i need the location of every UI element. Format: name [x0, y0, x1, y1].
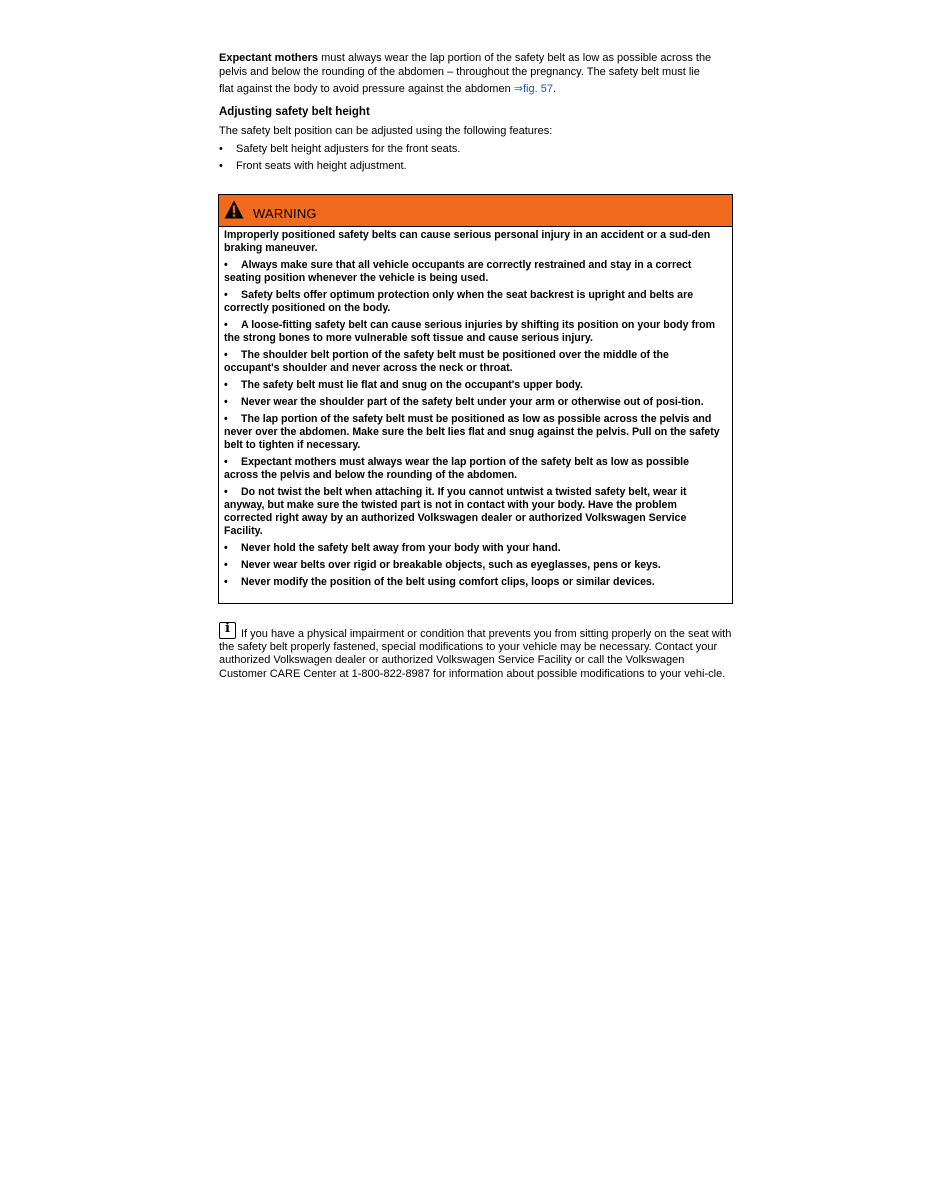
- warning-item-text: The safety belt must lie flat and snug on the occupant's upper body.: [241, 379, 583, 391]
- intro-paragraph: [219, 51, 735, 96]
- warning-item: [224, 486, 726, 538]
- intro-text-end: .: [552, 83, 556, 95]
- warning-item-text: Never hold the safety belt away from your body with your hand.: [241, 542, 561, 554]
- warning-item: [224, 379, 726, 392]
- warning-item-text: Never wear belts over rigid or breakable objects, such as eyeglasses, pens or keys.: [241, 559, 661, 571]
- bullet-icon: •: [224, 379, 228, 391]
- warning-item: [224, 289, 726, 315]
- note-text: If you have a physical impairment or condition that prevents you from sitting properly on the seat with the safety belt properly fastened, special modifications to your vehicle may be necessary. Contact your authorized Volkswagen dealer or authorized Volkswagen Service Facility or call the Volkswagen Customer CARE Center at 1-800-822-8987 for information about possible modifications to your vehi-cle.: [219, 628, 732, 680]
- section-heading: Adjusting safety belt height: [219, 106, 370, 118]
- info-icon: [219, 622, 236, 639]
- warning-item: [224, 456, 726, 482]
- warning-item: [224, 542, 726, 555]
- bullet-icon: •: [224, 396, 228, 408]
- warning-title: WARNING: [253, 206, 317, 221]
- warning-box: [218, 194, 733, 604]
- warning-item: [224, 319, 726, 345]
- bullet-icon: •: [224, 456, 228, 468]
- figure-link[interactable]: [514, 83, 553, 95]
- warning-item-text: Expectant mothers must always wear the lap portion of the safety belt as low as possible across the pelvis and below the rounding of the abdomen.: [224, 456, 689, 481]
- warning-item: [224, 349, 726, 375]
- warning-item-text: A loose-fitting safety belt can cause serious injuries by shifting its position on your body from the strong bones to more vulnerable soft tissue and cause serious injury.: [224, 319, 716, 344]
- warning-item-text: The shoulder belt portion of the safety belt must be positioned over the middle of the occupant's shoulder and never across the neck or throat.: [224, 349, 669, 374]
- bullet-icon: •: [224, 542, 228, 554]
- warning-triangle-icon: [224, 200, 244, 219]
- warning-item-text: Do not twist the belt when attaching it. If you cannot untwist a twisted safety belt, wear it anyway, but make sure the twisted part is not in contact with your body. Have the problem corrected right away by an authorized Volkswagen dealer or authorized Volkswagen Service Facility.: [224, 486, 687, 537]
- warning-body: [219, 227, 732, 589]
- warning-lead: Improperly positioned safety belts can cause serious personal injury in an accident or a sud-den braking maneuver.: [224, 229, 711, 254]
- warning-item-text: Always make sure that all vehicle occupants are correctly restrained and stay in a correct seating position whenever the vehicle is being used.: [224, 259, 692, 284]
- bullet-icon: •: [224, 576, 228, 588]
- main-content: [219, 51, 735, 176]
- warning-item: [224, 559, 726, 572]
- intro-line-3: [219, 82, 735, 96]
- link-arrow: ⇒: [513, 83, 523, 95]
- list-item-text: Safety belt height adjusters for the front seats.: [236, 143, 461, 155]
- info-icon-glyph: i: [225, 621, 230, 636]
- list-item-text: Front seats with height adjustment.: [236, 160, 407, 172]
- bullet-icon: •: [224, 559, 228, 571]
- bullet-icon: •: [224, 413, 228, 425]
- list-item: [219, 159, 735, 173]
- warning-item-text: Safety belts offer optimum protection only when the seat backrest is upright and belts are correctly positioned on the body.: [224, 289, 694, 314]
- section-paragraph: The safety belt position can be adjusted using the following features:: [219, 125, 553, 137]
- bullet-icon: •: [224, 289, 228, 301]
- warning-item-text: The lap portion of the safety belt must be positioned as low as possible across the pelvis and never over the abdomen. Make sure the belt lies flat and snug against the pelvis. Pull on the safety belt to tighten if necessary.: [224, 413, 720, 451]
- warning-item: [224, 576, 726, 589]
- bullet-icon: •: [224, 319, 228, 331]
- intro-bold-lead: Expectant mothers: [219, 52, 319, 64]
- bullet-icon: •: [224, 486, 228, 498]
- warning-item-text: Never wear the shoulder part of the safety belt under your arm or otherwise out of posi-tion.: [241, 396, 704, 408]
- warning-item: [224, 396, 726, 409]
- warning-item-text: Never modify the position of the belt using comfort clips, loops or similar devices.: [241, 576, 655, 588]
- intro-text-2: flat against the body to avoid pressure against the abdomen: [219, 83, 514, 95]
- bullet-icon: •: [219, 160, 223, 172]
- bullet-icon: •: [224, 259, 228, 271]
- list-item: [219, 142, 735, 156]
- warning-item: [224, 259, 726, 285]
- intro-text-1: must always wear the lap portion of the safety belt as low as possible across the pelvis and below the rounding of the abdomen – throughout the pregnancy. The safety belt must lie: [219, 52, 712, 78]
- feature-list: [219, 142, 735, 173]
- warning-header: [219, 195, 732, 227]
- bullet-icon: •: [224, 349, 228, 361]
- link-text: fig. 57: [522, 83, 553, 95]
- warning-item: [224, 413, 726, 452]
- info-note: [219, 622, 735, 681]
- bullet-icon: •: [219, 143, 223, 155]
